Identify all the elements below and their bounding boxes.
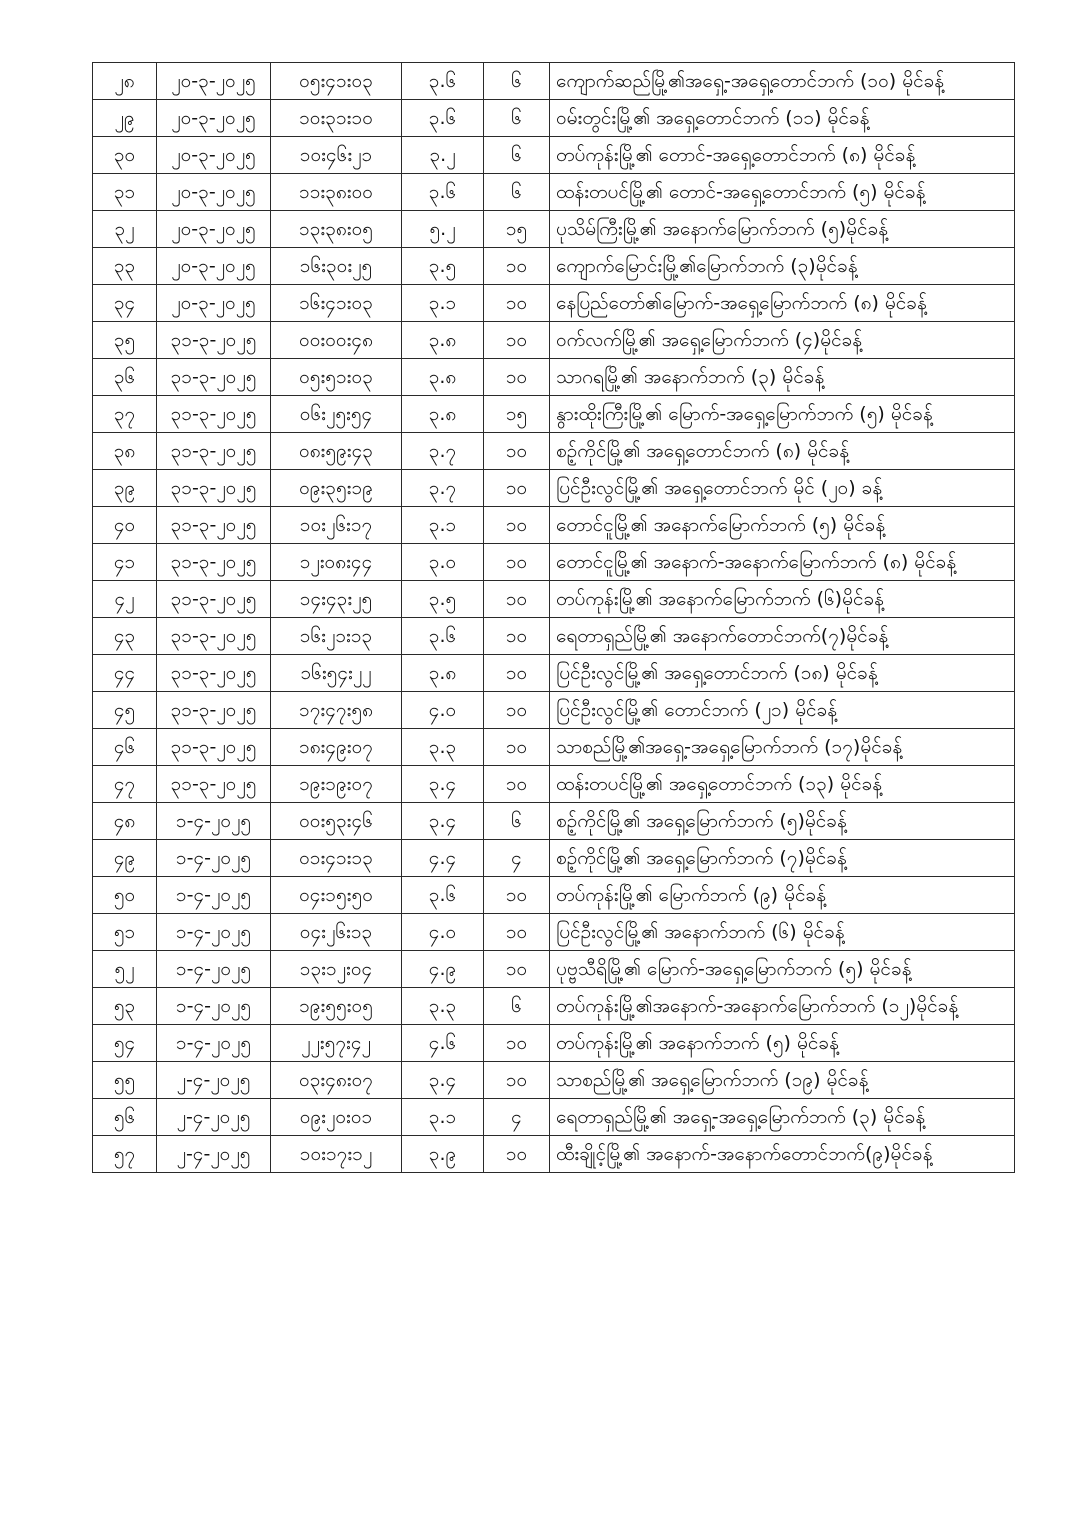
location-cell: ထီးချိုင့်မြို့၏ အနောက်-အနောက်တောင်ဘက်(၉)မိုင်ခန့် [550,1136,1015,1173]
magnitude-cell: ၄.၉ [402,951,484,988]
date-cell: ၂၀-၃-၂၀၂၅ [157,100,271,137]
location-cell: သာဂရမြို့၏ အနောက်ဘက် (၃) မိုင်ခန့် [550,359,1015,396]
row-number: ၅၄ [93,1025,157,1062]
table-row [93,914,1015,951]
depth-cell: ၁၀ [484,322,550,359]
date-cell: ၁-၄-၂၀၂၅ [157,951,271,988]
row-number: ၃၉ [93,470,157,507]
date-cell: ၃၁-၃-၂၀၂၅ [157,470,271,507]
magnitude-cell: ၄.၆ [402,1025,484,1062]
table-row [93,766,1015,803]
date-cell: ၃၁-၃-၂၀၂၅ [157,433,271,470]
table-row [93,1099,1015,1136]
location-cell: ထန်းတပင်မြို့၏ တောင်-အရှေ့တောင်ဘက် (၅) မိုင်ခန့် [550,174,1015,211]
time-cell: ၁၀း၂၆း၁၇ [271,507,402,544]
table-row [93,840,1015,877]
magnitude-cell: ၃.၀ [402,544,484,581]
location-cell: ကျောက်မြောင်းမြို့၏မြောက်ဘက် (၃)မိုင်ခန့် [550,248,1015,285]
depth-cell: ၁၀ [484,692,550,729]
location-cell: ပုသိမ်ကြီးမြို့၏ အနောက်မြောက်ဘက် (၅)မိုင်ခန့် [550,211,1015,248]
location-cell: တပ်ကုန်းမြို့၏အနောက်-အနောက်မြောက်ဘက် (၁၂)မိုင်ခန့် [550,988,1015,1025]
magnitude-cell: ၃.၉ [402,1136,484,1173]
time-cell: ၀၉း၂၀း၀၁ [271,1099,402,1136]
magnitude-cell: ၃.၄ [402,803,484,840]
row-number: ၄၃ [93,618,157,655]
date-cell: ၃၁-၃-၂၀၂၅ [157,581,271,618]
date-cell: ၃၁-၃-၂၀၂၅ [157,655,271,692]
row-number: ၄၈ [93,803,157,840]
row-number: ၃၈ [93,433,157,470]
location-cell: နေပြည်တော်၏မြောက်-အရှေ့မြောက်ဘက် (၈) မိုင်ခန့် [550,285,1015,322]
location-cell: တောင်ငူမြို့၏ အနောက်မြောက်ဘက် (၅) မိုင်ခန့် [550,507,1015,544]
date-cell: ၃၁-၃-၂၀၂၅ [157,729,271,766]
date-cell: ၃၁-၃-၂၀၂၅ [157,396,271,433]
magnitude-cell: ၃.၆ [402,618,484,655]
magnitude-cell: ၃.၇ [402,433,484,470]
date-cell: ၁-၄-၂၀၂၅ [157,877,271,914]
row-number: ၄၆ [93,729,157,766]
depth-cell: ၁၀ [484,655,550,692]
magnitude-cell: ၃.၇ [402,470,484,507]
table-row [93,692,1015,729]
magnitude-cell: ၃.၂ [402,137,484,174]
depth-cell: ၁၀ [484,470,550,507]
time-cell: ၁၃း၁၂း၀၄ [271,951,402,988]
depth-cell: ၁၀ [484,1062,550,1099]
date-cell: ၁-၄-၂၀၂၅ [157,1025,271,1062]
magnitude-cell: ၃.၈ [402,396,484,433]
magnitude-cell: ၃.၄ [402,766,484,803]
row-number: ၅၃ [93,988,157,1025]
time-cell: ၁၁း၃၈း၀၀ [271,174,402,211]
date-cell: ၂၀-၃-၂၀၂၅ [157,211,271,248]
time-cell: ၂၂း၅၇း၄၂ [271,1025,402,1062]
location-cell: ထန်းတပင်မြို့၏ အရှေ့တောင်ဘက် (၁၃) မိုင်ခန့် [550,766,1015,803]
location-cell: ရေတာရှည်မြို့၏ အရှေ့-အရှေ့မြောက်ဘက် (၃) မိုင်ခန့် [550,1099,1015,1136]
row-number: ၅၅ [93,1062,157,1099]
magnitude-cell: ၃.၆ [402,63,484,100]
magnitude-cell: ၃.၁ [402,285,484,322]
table-row [93,1025,1015,1062]
row-number: ၃၁ [93,174,157,211]
location-cell: ပြင်ဦးလွင်မြို့၏ အရှေ့တောင်ဘက် (၁၈) မိုင်ခန့် [550,655,1015,692]
row-number: ၃၆ [93,359,157,396]
table-body [93,63,1015,1173]
date-cell: ၂၀-၃-၂၀၂၅ [157,174,271,211]
depth-cell: ၁၀ [484,618,550,655]
table-row [93,137,1015,174]
magnitude-cell: ၃.၆ [402,100,484,137]
row-number: ၅၆ [93,1099,157,1136]
time-cell: ၁၆း၄၁း၀၃ [271,285,402,322]
time-cell: ၁၇း၄၇း၅၈ [271,692,402,729]
magnitude-cell: ၃.၁ [402,1099,484,1136]
depth-cell: ၆ [484,174,550,211]
time-cell: ၁၆း၅၄း၂၂ [271,655,402,692]
location-cell: ပြင်ဦးလွင်မြို့၏ အရှေ့တောင်ဘက် မိုင် (၂၀) ခန့် [550,470,1015,507]
location-cell: ကျောက်ဆည်မြို့၏အရှေ့-အရှေ့တောင်ဘက် (၁၀) မိုင်ခန့် [550,63,1015,100]
table-row [93,359,1015,396]
location-cell: သာစည်မြို့၏အရှေ့-အရှေ့မြောက်ဘက် (၁၇)မိုင်ခန့် [550,729,1015,766]
table-row [93,470,1015,507]
row-number: ၃၀ [93,137,157,174]
depth-cell: ၆ [484,63,550,100]
location-cell: ပြင်ဦးလွင်မြို့၏ အနောက်ဘက် (၆) မိုင်ခန့် [550,914,1015,951]
location-cell: စဉ့်ကိုင်မြို့၏ အရှေ့မြောက်ဘက် (၅)မိုင်ခန့် [550,803,1015,840]
date-cell: ၂-၄-၂၀၂၅ [157,1062,271,1099]
depth-cell: ၄ [484,1099,550,1136]
table-row [93,248,1015,285]
table-row [93,174,1015,211]
location-cell: တပ်ကုန်းမြို့၏ အနောက်မြောက်ဘက် (၆)မိုင်ခန့် [550,581,1015,618]
magnitude-cell: ၃.၅ [402,581,484,618]
row-number: ၄၀ [93,507,157,544]
row-number: ၃၇ [93,396,157,433]
time-cell: ၀၁း၄၁း၁၃ [271,840,402,877]
row-number: ၅၀ [93,877,157,914]
date-cell: ၂-၄-၂၀၂၅ [157,1136,271,1173]
magnitude-cell: ၃.၈ [402,359,484,396]
row-number: ၂၉ [93,100,157,137]
time-cell: ၀၀း၅၃း၄၆ [271,803,402,840]
date-cell: ၃၁-၃-၂၀၂၅ [157,322,271,359]
depth-cell: ၆ [484,988,550,1025]
date-cell: ၁-၄-၂၀၂၅ [157,988,271,1025]
magnitude-cell: ၃.၆ [402,877,484,914]
depth-cell: ၁၀ [484,285,550,322]
table-row [93,322,1015,359]
magnitude-cell: ၃.၃ [402,988,484,1025]
location-cell: တပ်ကုန်းမြို့၏ တောင်-အရှေ့တောင်ဘက် (၈) မိုင်ခန့် [550,137,1015,174]
time-cell: ၀၅း၄၁း၀၃ [271,63,402,100]
table-row [93,1062,1015,1099]
magnitude-cell: ၃.၈ [402,655,484,692]
magnitude-cell: ၃.၆ [402,174,484,211]
magnitude-cell: ၃.၁ [402,507,484,544]
time-cell: ၁၆း၂၁း၁၃ [271,618,402,655]
table-row [93,581,1015,618]
date-cell: ၂၀-၃-၂၀၂၅ [157,137,271,174]
table-row [93,729,1015,766]
table-row [93,507,1015,544]
depth-cell: ၁၀ [484,359,550,396]
date-cell: ၁-၄-၂၀၂၅ [157,803,271,840]
table-row [93,655,1015,692]
date-cell: ၃၁-၃-၂၀၂၅ [157,359,271,396]
table-row [93,544,1015,581]
location-cell: တောင်ငူမြို့၏ အနောက်-အနောက်မြောက်ဘက် (၈) မိုင်ခန့် [550,544,1015,581]
date-cell: ၃၁-၃-၂၀၂၅ [157,544,271,581]
row-number: ၄၄ [93,655,157,692]
table-row [93,877,1015,914]
table-row [93,433,1015,470]
row-number: ၄၅ [93,692,157,729]
time-cell: ၁၀း၃၁း၁၀ [271,100,402,137]
depth-cell: ၄ [484,840,550,877]
time-cell: ၁၄း၄၃း၂၅ [271,581,402,618]
date-cell: ၃၁-၃-၂၀၂၅ [157,507,271,544]
depth-cell: ၁၀ [484,877,550,914]
depth-cell: ၆ [484,137,550,174]
row-number: ၃၄ [93,285,157,322]
depth-cell: ၁၀ [484,507,550,544]
table-row [93,951,1015,988]
location-cell: ပြင်ဦးလွင်မြို့၏ တောင်ဘက် (၂၁) မိုင်ခန့် [550,692,1015,729]
time-cell: ၁၂း၀၈း၄၄ [271,544,402,581]
location-cell: ဝက်လက်မြို့၏ အရှေ့မြောက်ဘက် (၄)မိုင်ခန့် [550,322,1015,359]
earthquake-table [92,62,1015,1173]
depth-cell: ၁၀ [484,581,550,618]
row-number: ၃၃ [93,248,157,285]
time-cell: ၁၀း၁၇း၁၂ [271,1136,402,1173]
time-cell: ၀၃း၄၈း၀၇ [271,1062,402,1099]
magnitude-cell: ၄.၄ [402,840,484,877]
depth-cell: ၆ [484,100,550,137]
row-number: ၅၇ [93,1136,157,1173]
depth-cell: ၁၅ [484,396,550,433]
date-cell: ၁-၄-၂၀၂၅ [157,840,271,877]
table-row [93,988,1015,1025]
depth-cell: ၁၀ [484,544,550,581]
row-number: ၃၂ [93,211,157,248]
row-number: ၄၉ [93,840,157,877]
depth-cell: ၁၀ [484,914,550,951]
location-cell: သာစည်မြို့၏ အရှေ့မြောက်ဘက် (၁၉) မိုင်ခန့် [550,1062,1015,1099]
magnitude-cell: ၃.၈ [402,322,484,359]
date-cell: ၂၀-၃-၂၀၂၅ [157,248,271,285]
magnitude-cell: ၃.၄ [402,1062,484,1099]
location-cell: တပ်ကုန်းမြို့၏ အနောက်ဘက် (၅) မိုင်ခန့် [550,1025,1015,1062]
row-number: ၄၁ [93,544,157,581]
depth-cell: ၁၀ [484,1025,550,1062]
location-cell: ဝမ်းတွင်းမြို့၏ အရှေ့တောင်ဘက် (၁၁) မိုင်ခန့် [550,100,1015,137]
row-number: ၂၈ [93,63,157,100]
time-cell: ၀၉း၃၅း၁၉ [271,470,402,507]
location-cell: ပုဗ္ဗသီရိမြို့၏ မြောက်-အရှေ့မြောက်ဘက် (၅) မိုင်ခန့် [550,951,1015,988]
location-cell: စဉ့်ကိုင်မြို့၏ အရှေ့တောင်ဘက် (၈) မိုင်ခန့် [550,433,1015,470]
depth-cell: ၁၅ [484,211,550,248]
time-cell: ၁၉း၅၅း၀၅ [271,988,402,1025]
magnitude-cell: ၄.၀ [402,914,484,951]
date-cell: ၃၁-၃-၂၀၂၅ [157,618,271,655]
time-cell: ၁၀း၄၆း၂၁ [271,137,402,174]
magnitude-cell: ၃.၃ [402,729,484,766]
table-row [93,396,1015,433]
table-row [93,211,1015,248]
time-cell: ၁၃း၃၈း၀၅ [271,211,402,248]
row-number: ၅၂ [93,951,157,988]
date-cell: ၃၁-၃-၂၀၂၅ [157,692,271,729]
date-cell: ၂၀-၃-၂၀၂၅ [157,285,271,322]
table-row [93,1136,1015,1173]
row-number: ၅၁ [93,914,157,951]
row-number: ၄၇ [93,766,157,803]
time-cell: ၁၉း၁၉း၀၇ [271,766,402,803]
depth-cell: ၆ [484,803,550,840]
location-cell: စဉ့်ကိုင်မြို့၏ အရှေ့မြောက်ဘက် (၇)မိုင်ခန့် [550,840,1015,877]
date-cell: ၂-၄-၂၀၂၅ [157,1099,271,1136]
time-cell: ၀၆း၂၅း၅၄ [271,396,402,433]
depth-cell: ၁၀ [484,951,550,988]
date-cell: ၁-၄-၂၀၂၅ [157,914,271,951]
time-cell: ၀၈း၅၉း၄၃ [271,433,402,470]
table-row [93,618,1015,655]
row-number: ၃၅ [93,322,157,359]
table-row [93,100,1015,137]
location-cell: တပ်ကုန်းမြို့၏ မြောက်ဘက် (၉) မိုင်ခန့် [550,877,1015,914]
magnitude-cell: ၅.၂ [402,211,484,248]
location-cell: နွားထိုးကြီးမြို့၏ မြောက်-အရှေ့မြောက်ဘက် (၅) မိုင်ခန့် [550,396,1015,433]
time-cell: ၀၄း၁၅း၅၀ [271,877,402,914]
time-cell: ၁၈း၄၉း၀၇ [271,729,402,766]
row-number: ၄၂ [93,581,157,618]
time-cell: ၁၆း၃၀း၂၅ [271,248,402,285]
time-cell: ၀၀း၀၀း၄၈ [271,322,402,359]
date-cell: ၂၀-၃-၂၀၂၅ [157,63,271,100]
time-cell: ၀၄း၂၆း၁၃ [271,914,402,951]
depth-cell: ၁၀ [484,248,550,285]
depth-cell: ၁၀ [484,729,550,766]
time-cell: ၀၅း၅၁း၀၃ [271,359,402,396]
depth-cell: ၁၀ [484,766,550,803]
magnitude-cell: ၄.၀ [402,692,484,729]
table-row [93,63,1015,100]
location-cell: ရေတာရှည်မြို့၏ အနောက်တောင်ဘက်(၇)မိုင်ခန့် [550,618,1015,655]
depth-cell: ၁၀ [484,1136,550,1173]
magnitude-cell: ၃.၅ [402,248,484,285]
table-row [93,285,1015,322]
table-row [93,803,1015,840]
date-cell: ၃၁-၃-၂၀၂၅ [157,766,271,803]
depth-cell: ၁၀ [484,433,550,470]
